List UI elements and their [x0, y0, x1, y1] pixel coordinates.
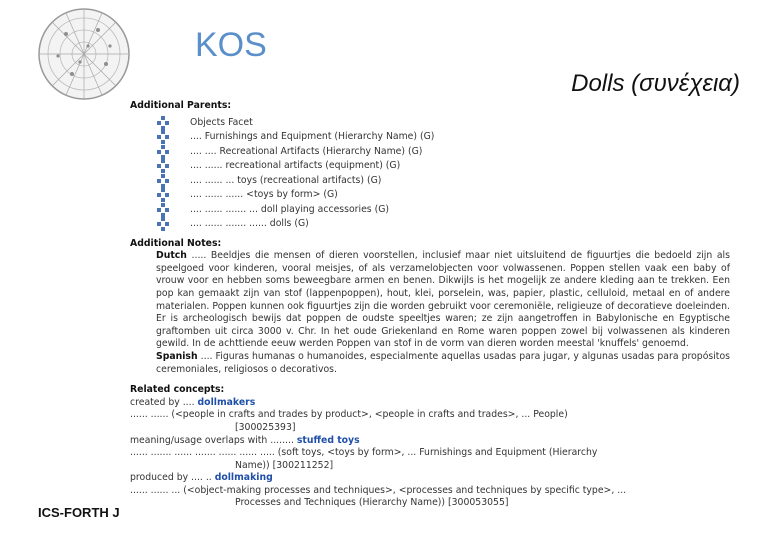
parent-item	[130, 116, 730, 131]
parent-item-label: .... ...... ...... <toys by form> (G)	[190, 189, 338, 201]
parent-item-label: .... ...... ... toys (recreational artifacts) (G)	[190, 174, 382, 186]
kos-title: KOS	[195, 26, 267, 64]
note-spanish-label: Spanish	[156, 350, 198, 362]
parent-item	[130, 130, 730, 145]
related-relation: meaning/usage overlaps with ........	[130, 434, 294, 446]
parent-item-label: .... ...... ....... ...... dolls (G)	[190, 218, 309, 230]
related-concept-link[interactable]: stuffed toys	[296, 434, 360, 446]
parent-item-label: .... ...... ....... ... doll playing accessories (G)	[190, 203, 390, 215]
note-spanish	[156, 351, 730, 376]
related-line	[130, 435, 730, 448]
parent-item	[130, 159, 730, 174]
related-list	[130, 397, 730, 510]
parent-item	[130, 145, 730, 160]
note-dutch	[156, 250, 730, 351]
hierarchy-icon	[154, 116, 176, 130]
parents-heading: Additional Parents:	[130, 100, 232, 111]
related-relation: ...... ......	[130, 409, 169, 421]
related-path: (<people in crafts and trades by product>, <people in crafts and trades>, ... People)	[171, 409, 568, 421]
related-section	[130, 384, 730, 510]
hierarchy-icon	[154, 203, 176, 217]
related-concept-link[interactable]: dollmakers	[197, 396, 256, 408]
phaistos-disc-logo	[36, 6, 132, 102]
related-path: [300025393]	[235, 421, 296, 433]
related-relation: ...... ...... ...	[130, 484, 181, 496]
related-heading: Related concepts:	[130, 384, 225, 396]
footer-label: ICS-FORTH J	[38, 505, 120, 520]
notes-section	[130, 238, 730, 377]
related-path: Name)) [300211252]	[235, 459, 334, 471]
related-path: Processes and Techniques (Hierarchy Name)) [300053055]	[235, 497, 509, 509]
related-line	[130, 397, 730, 410]
note-dutch-label: Dutch	[156, 250, 187, 262]
related-path: (<object-making processes and techniques>, <processes and techniques by specific type>, ...	[183, 484, 627, 496]
related-line	[130, 422, 730, 435]
related-line	[130, 497, 730, 510]
related-line	[130, 447, 730, 460]
hierarchy-icon	[154, 174, 176, 188]
parent-item-label: .... Furnishings and Equipment (Hierarchy Name) (G)	[190, 131, 435, 143]
related-concept-link[interactable]: dollmaking	[214, 472, 273, 484]
related-line	[130, 485, 730, 498]
related-line	[130, 472, 730, 485]
hierarchy-icon	[154, 188, 176, 202]
note-spanish-text: .... Figuras humanas o humanoides, especialmente aquellas usadas para jugar, y algunas usadas para propósitos ceremoniales, religiosos o decorativos.	[156, 350, 730, 375]
parent-item	[130, 188, 730, 203]
hierarchy-icon	[154, 217, 176, 231]
notes-heading: Additional Notes:	[130, 237, 222, 249]
hierarchy-icon	[154, 130, 176, 144]
parent-item	[130, 174, 730, 189]
slide-title: Dolls (συνέχεια)	[571, 70, 740, 97]
record-content	[130, 100, 730, 510]
parents-list	[130, 116, 730, 232]
parent-item-label: .... .... Recreational Artifacts (Hierarchy Name) (G)	[190, 145, 423, 157]
related-line	[130, 409, 730, 422]
note-dutch-text: ..... Beeldjes die mensen of dieren voorstellen, inclusief maar niet uitsluitend de figuurtjes die bedoeld zijn als speelgoed voor kinderen, vooral meisjes, of als verzamelobjecten voor volwassenen. Poppen stellen vaak een baby of vrouw voor en hebben soms beweegbare armen en benen. Dikwijls is het mogelijk ze andere kleding aan te trekken. Een pop kan gemaakt zijn van stof (lappenpoppen), hout, klei, porselein, was, papier, plastic, celluloid, metaal en of andere materialen. Poppen kunnen ook figuurtjes zijn die worden gebruikt voor ceremoniële, religieuze of decoratieve doeleinden. Er is archeologisch bewijs dat poppen de oudste speeltjes waren; ze zijn aangetroffen in Babylonische en Egyptische graftomben uit circa 3000 v. Chr. In het oude Griekenland en Rome waren poppen zowel bij volwassenen als kinderen gewild. In de achttiende eeuw werden Poppen van stof in de vorm van dieren worden meestal 'knuffels' genoemd.	[156, 250, 730, 350]
parent-item	[130, 203, 730, 218]
related-relation: ...... ....... ...... ....... ...... ...... .....	[130, 447, 275, 459]
related-line	[130, 460, 730, 473]
related-path: (soft toys, <toys by form>, ... Furnishings and Equipment (Hierarchy	[277, 447, 598, 459]
parent-item-label: .... ...... recreational artifacts (equipment) (G)	[190, 160, 401, 172]
parent-item	[130, 217, 730, 232]
parent-item-label: Objects Facet	[190, 116, 253, 128]
related-relation: produced by .... ..	[130, 472, 212, 484]
related-relation: created by ....	[130, 396, 195, 408]
hierarchy-icon	[154, 159, 176, 173]
hierarchy-icon	[154, 145, 176, 159]
